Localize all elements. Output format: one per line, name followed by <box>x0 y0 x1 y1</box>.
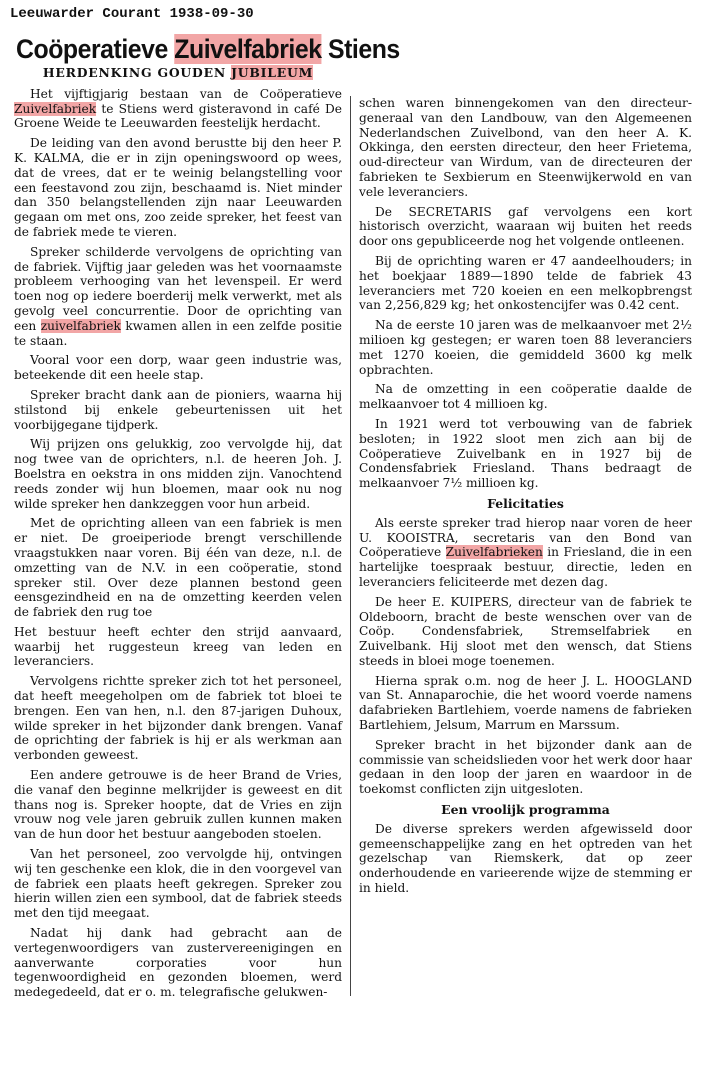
article-paragraph: Na de eerste 10 jaren was de melkaanvoer met 2½ milioen kg gestegen; er waren toen 88 leveranciers met 1270 koeien, die gemiddeld 3600 kg melk opbrachten. <box>359 318 692 377</box>
section-heading: Een vroolijk programma <box>441 802 610 818</box>
highlighted-term: Zuivelfabriek <box>14 101 97 116</box>
article-paragraph: Wij prijzen ons gelukkig, zoo vervolgde hij, dat nog twee van de oprichters, n.l. de heeren Joh. J. Boelstra en oekstra in ons midden zijn. Vanochtend reeds zonder wij hun bloemen, maar ook nu nog wilde spreker hen dankzeggen voor hun arbeid. <box>14 437 342 511</box>
article-paragraph: Vervolgens richtte spreker zich tot het personeel, dat heeft meegeholpen om de fabriek tot bloei te brengen. Een van hen, n.l. den 87-jarigen Duhoux, wilde spreker in het bijzonder dank brengen. Vanaf de oprichting der fabriek is hij er als werkman aan verbonden geweest. <box>14 674 342 763</box>
article-headline: Coöperatieve Zuivelfabriek Stiens <box>16 34 400 64</box>
article-paragraph: De leiding van den avond berustte bij den heer P. K. KALMA, die er in zijn openingswoord op wees, dat de vrees, dat er te weinig belangstelling voor een feestavond zou zijn, beschaamd is. Niet minder dan 350 belangstellenden zijn naar Leeuwarden gegaan om met ons, zoo zeide spreker, het feest van de fabriek mede te vieren. <box>14 136 342 239</box>
highlighted-term: JUBILEUM <box>231 65 314 80</box>
newspaper-source: Leeuwarder Courant 1938-09-30 <box>10 6 254 22</box>
article-paragraph: Bij de oprichting waren er 47 aandeelhouders; in het boekjaar 1889—1890 telde de fabriek 43 leveranciers met 720 koeien en een melkopbrengst van 2,256,829 kg; het onkostencijfer was 0.42 cent. <box>359 253 692 313</box>
article-paragraph: De SECRETARIS gaf vervolgens een kort historisch overzicht, waaraan wij buiten het reeds door ons gepubliceerde nog het volgende ontleenen. <box>359 204 692 249</box>
highlighted-term: Zuivelfabrieken <box>445 545 543 560</box>
paragraph-text: te Stiens werd gisteravond in café De Groene Weide te Leeuwarden feestelijk herdacht. <box>14 101 342 131</box>
paragraph-text: kwamen allen in een zelfde positie te staan. <box>14 318 342 348</box>
paragraph-text: Spreker schilderde vervolgens de oprichting van de fabriek. Vijftig jaar geleden was het voornaamste probleem verhooging van het levenspeil. Er werd toen nog op iedere boerderij melk verwerkt, met als gevolg veel concurrentie. Door de oprichting van een <box>14 244 342 333</box>
paragraph-text: in Friesland, die in een hartelijke toespraak bestuur, directie, leden en leveranciers feliciteerde met dezen dag. <box>359 545 693 589</box>
paragraph-text: Als eerste spreker trad hierop naar voren de heer U. KOOISTRA, secretaris van den Bond van Coöperatieve <box>359 515 692 560</box>
highlighted-term: Zuivelfabriek <box>174 34 322 64</box>
right-column <box>359 96 692 901</box>
article-paragraph: schen waren binnengekomen van den directeur-generaal van den Landbouw, van den Algemeenen Nederlandschen Zuivelbond, van den heer A. K. Okkinga, den eersten directeur, den heer Frietema, oud-directeur van Wirdum, van de directeuren der fabrieken te Sexbierum en Steenwijkerwold en van vele leveranciers. <box>359 96 692 199</box>
article-paragraph: De diverse sprekers werden afgewisseld door gemeenschappelijke zang en het optreden van het gezelschap van Riemskerk, dat op zeer onderhoudende en varieerende wijze de stemming er in hield. <box>359 821 692 896</box>
column-divider <box>350 96 351 996</box>
left-column <box>14 64 342 1005</box>
article-paragraph <box>14 87 342 131</box>
article-paragraph: Vooral voor een dorp, waar geen industrie was, beteekende dit een heele stap. <box>14 353 342 383</box>
article-paragraph: In 1921 werd tot verbouwing van de fabriek besloten; in 1922 sloot men zich aan bij de Coöperatieve Zuivelbank en in 1927 bij de Condensfabriek Friesland. Thans bedraagt de melkaanvoer 7½ millioen kg. <box>359 416 692 491</box>
article-paragraph: Spreker bracht in het bijzonder dank aan de commissie van scheidslieden voor het werk door haar gedaan in den loop der jaren en waardoor in de toekomst conflicten zijn uitgesloten. <box>359 737 692 797</box>
highlighted-term: zuivelfabriek <box>40 318 121 333</box>
article-paragraph: Een andere getrouwe is de heer Brand de Vries, die vanaf den beginne melkrijder is geweest en dit thans nog is. Spreker hoopte, dat de Vries en zijn vrouw nog vele jaren gebruik zullen kunnen maken van de hun door het bestuur aangeboden stoelen. <box>14 768 342 842</box>
article-paragraph: Van het personeel, zoo vervolgde hij, ontvingen wij ten geschenke een klok, die in den voorgevel van de fabriek een plaats heeft gekregen. Spreker zou hierin willen zien een symbool, dat de fabriek steeds met den tijd meegaat. <box>14 847 342 921</box>
article-subhead: HERDENKING GOUDEN JUBILEUM <box>42 65 314 80</box>
article-paragraph: Spreker bracht dank aan de pioniers, waarna hij stilstond bij enkele gebeurtenissen uit het voorbijgegane tijdperk. <box>14 387 342 432</box>
article-paragraph: Het bestuur heeft echter den strijd aanvaard, waarbij het ruggesteun kreeg van leden en leveranciers. <box>14 624 342 669</box>
article-paragraph: Met de oprichting alleen van een fabriek is men er niet. De groeiperiode brengt verschillende vraagstukken naar voren. Bij één van deze, n.l. de omzetting van de N.V. in een coöperatie, stond spreker stil. Over deze plannen bestond geen eensgezindheid en na de omzetting keerden velen de fabriek den rug toe <box>14 516 342 620</box>
paragraph-text: Het vijftigjarig bestaan van de Coöperatieve <box>30 86 342 101</box>
article-paragraph <box>14 245 342 349</box>
article-paragraph: Hierna sprak o.m. nog de heer J. L. HOOGLAND van St. Annaparochie, die het woord voerde namens dafabrieken Bartlehiem, voerde namens de fabrieken Bartlehiem, Jelsum, Marrum en Marssum. <box>359 673 692 733</box>
section-heading: Felicitaties <box>487 495 564 511</box>
article-paragraph <box>359 516 692 590</box>
article-paragraph: De heer E. KUIPERS, directeur van de fabriek te Oldeboorn, bracht de beste wenschen over van de Coöp. Condensfabriek, Stremselfabriek en Zuivelbank. Hij sloot met den wensch, dat Stiens steeds in bloei moge toenemen. <box>359 594 692 668</box>
article-paragraph: Na de omzetting in een coöperatie daalde de melkaanvoer tot 4 millioen kg. <box>359 382 692 412</box>
article-paragraph: Nadat hij dank had gebracht aan de vertegenwoordigers van zustervereenigingen en aanverwante corporaties voor hun tegenwoordigheid en gezonden bloemen, werd medegedeeld, dat er o. m. telegrafische gelukwen- <box>14 926 342 1000</box>
